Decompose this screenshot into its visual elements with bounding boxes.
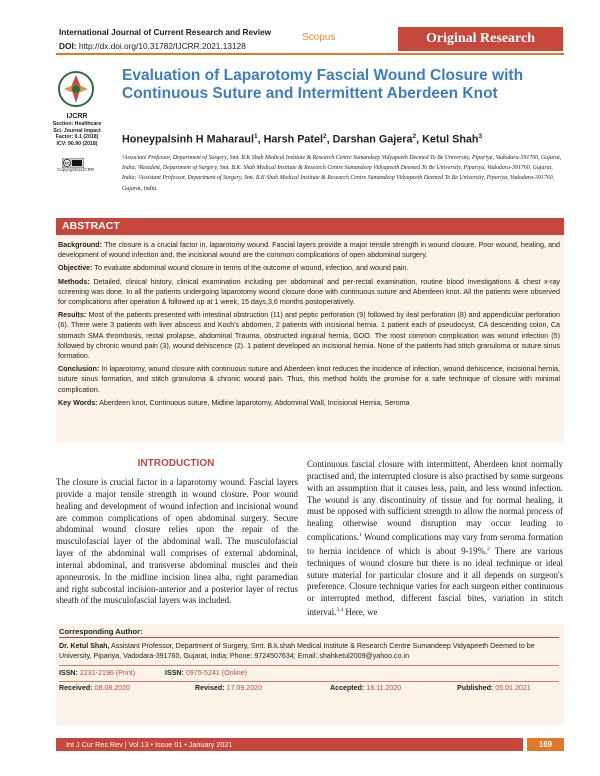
received-date: [59, 684, 130, 692]
abstract-conclusion: [58, 364, 560, 395]
citation-ref: 2: [487, 545, 490, 552]
abstract-background: [58, 240, 560, 260]
corresponding-author-details: [59, 641, 561, 661]
citation-ref: 1: [359, 532, 362, 539]
date-label: Revised:: [195, 684, 225, 692]
cc-license-icon: [62, 155, 84, 165]
footer-citation: Int J Cur Res Rev | Vol 13 • Issue 01 • January 2021: [56, 738, 523, 751]
date-label: Published:: [457, 684, 494, 692]
abstract-text: Most of the patients presented with intestinal obstruction (11) and peptic perforation (9) followed by ileal perforation (8) and appendicular perforation (6). There were 3 patients with liver abscess and Koch's abdomen, 2 patients with incisional hernia. 1 patient each of pseudocyst, CA descending colon, Ca stomach SMA thrombosis, rectal prolapse, abdominal Trauma, obstructed inguinal hernia, GOO. The most common complication was wound infection (5) followed by chronic wound pain (3), wound dehiscence (2). 1 patient developed an incisional hernia. None of the patients had stitch granuloma or suture sinus formation.: [58, 311, 561, 361]
page-number: 169: [527, 738, 564, 751]
journal-logo: [56, 69, 96, 109]
author-affil-ref: 2: [323, 133, 327, 140]
abstract-text: To evaluate abdominal wound closure in terms of the outcome of wound, infection, and wound pain.: [94, 264, 409, 273]
author-name: Harsh Patel: [263, 133, 324, 146]
intro-paragraph: Continuous fascial closure with intermittent, Aberdeen knot normally practised and, the interrupted closure is also practised by some surgeons with an assumption that it causes less, pain, and less wound infection. The wound is any discontinuity of tissue and for normal healing, it must be opposed with sufficient strength to allow the normal process of healing otherwise wound disruption may occur leading to complications.: [307, 459, 563, 543]
citation-ref: 3,4: [336, 607, 344, 614]
author-affil-ref: 3: [478, 133, 483, 140]
scopus-label: Scopus: [302, 32, 336, 43]
corresponding-author-info: Assistant Professor, Department of Surgery, Smt. B.k.shah Medical Institute & Research Centre Sumandeep Vidyapeeth Deemed to be University, Pipariya, Vadodara-391760, Gujarat, India; Phone: 9724507634; Email: shahketul2009@yahoo.co.in: [59, 642, 535, 660]
doi-line: [59, 41, 246, 51]
issn-label: ISSN:: [165, 669, 184, 677]
issn-value: 0975-5241 (Online): [185, 669, 248, 677]
doi-label: DOI:: [59, 41, 77, 51]
correspondence-divider: [59, 637, 559, 638]
issn-value: 2231-2196 (Print): [79, 669, 136, 677]
abstract-methods: [58, 277, 560, 308]
issn-label: ISSN:: [59, 669, 78, 677]
abstract-label: Objective:: [58, 264, 93, 273]
article-type-badge: Original Research: [398, 27, 563, 51]
introduction-heading: INTRODUCTION: [137, 458, 215, 469]
intro-paragraph: Here, we: [343, 607, 378, 618]
copyright-text: Copyright@IJCRR: [57, 167, 95, 172]
doi-link[interactable]: http://dx.doi.org/10.31782/IJCRR.2021.13128: [78, 41, 246, 51]
abstract-results: [58, 310, 560, 361]
keywords-label: Key Words:: [58, 398, 98, 407]
corresponding-author-heading: Corresponding Author:: [59, 627, 143, 636]
journal-name: International Journal of Current Research and Review: [59, 27, 272, 37]
author-name: Ketul Shah: [422, 133, 479, 146]
author-name: Honeypalsinh H Maharaul: [122, 133, 254, 146]
author-affil-ref: 2: [412, 133, 417, 140]
abstract-objective: [58, 263, 560, 273]
intro-paragraph: There are various techniques of wound closure but there is no ideal technique or ideal suture material for particular closure and it all depends on surgeon's preference. Closure technique varies for each surgeon either continuous or interrupted method, different fascial bites, variation in stitch interval.: [307, 545, 563, 618]
logo-label: IJCRR: [66, 113, 88, 120]
keywords: [58, 398, 560, 408]
author-affiliations: ¹Associate Professor, Department of Surgery, Smt. B.K Shah Medical Institute & Research Centre Sumandeep Vidyapeeth Deemed To Be University, Pipariya, Vadodara-391760, Gujarat, India; ²Resident, Department of Surgery, Smt. B.K. Shah Medical Institute & Research Centre Sumandeep Vidyapeeth Deemed To Be University, Pipariya, Vadodara-391760, Gujarat, India; ³Assistant Professor, Department of Surgery, Smt. B.K Shah Medical Institute & Research Centre Sumandeep Vidyapeeth Deemed To Be University, Pipariya, Vadodara-391760, Gujarat, India.: [122, 155, 562, 192]
date-label: Accepted:: [330, 684, 365, 692]
journal-metrics: [52, 112, 102, 147]
abstract-panel: [56, 235, 564, 443]
author-name: Darshan Gajera: [332, 133, 413, 146]
keywords-text: Aberdeen knot, Continuous suture, Midline laparotomy, Abdominal Wall, Incisional Hernia, Seroma: [99, 398, 410, 407]
issn-print: [59, 669, 135, 677]
intro-right-column: [307, 459, 563, 619]
header-divider: [56, 53, 564, 55]
correspondence-divider: [59, 665, 559, 666]
date-value: 18.11.2020: [366, 684, 402, 692]
author-list: Honeypalsinh H Maharaul$^1$, Harsh Patel$^2$, Darshan Gajera$^2$, Ketul Shah$^3$: [122, 133, 483, 146]
published-date: [457, 684, 531, 692]
date-value: 05.01.2021: [495, 684, 531, 692]
abstract-label: Results:: [58, 311, 87, 320]
date-value: 08.08.2020: [94, 684, 131, 692]
impact-factor: Sci. Journal Impact Factor: 6.1 (2018): [53, 127, 101, 140]
abstract-label: Methods:: [58, 277, 90, 286]
intro-left-column: The closure is crucial factor in a laparotomy wound. Fascial layers provide a major tensile strength in wound closure. Poor wound healing and development of wound infection and incisional wound are common complications of open abdominal surgery. Secure abdominal wound closure relies upon the repair of the musculofascial layer of the abdominal wall. The musculofascial layer of the abdominal wall comprises of external abdominal, internal abdominal, and transverse abdominal muscles and their aponeurosis. In the midline incision linea alba, right paramedian and right subcostal incision-anterior and a posterior layer of rectus sheath of the musculofascial layers was included.: [56, 477, 298, 606]
date-value: 17.09.2020: [226, 684, 263, 692]
intro-paragraph: Wound complications may vary from seroma formation to hernia incidence of which is about 9-19%.: [307, 532, 563, 556]
abstract-label: Background:: [58, 241, 103, 249]
abstract-text: In laparotomy, wound closure with continuous suture and Aberdeen knot reduces the incidence of infection, wound dehiscence, incisional hernia, suture sinus formation, and stitch granuloma & chronic wound pain. Thus, this method holds the promise for a safe technique of closure with minimal complication.: [58, 365, 561, 394]
cc-glyph: cc: [64, 160, 70, 166]
abstract-text: The closure is a crucial factor in, laparotomy wound. Fascial layers provide a major tensile strength in wound closure. Poor wound, healing, and development of wound infection and, the incisional wound are the common complications of open abdominal surgery.: [58, 241, 560, 260]
section-label: Section: Healthcare: [52, 121, 102, 127]
correspondence-divider: [59, 681, 559, 682]
revised-date: [195, 684, 262, 692]
corresponding-author-name: Dr. Ketul Shah,: [59, 642, 110, 650]
journal-logo-icon: [56, 69, 96, 109]
abstract-label: Conclusion:: [58, 365, 100, 374]
author-affil-ref: 1: [254, 133, 258, 140]
abstract-text: Detailed, clinical history, clinical examination including per abdominal and per-rectal examination, routine blood investigations & chest x-ray screening was done. In all the patients undergoing laparotomy wound closure done with continuous suture and Aberdeen knot. All the patients were observed for complications after operation & followed up at 1 week, 15 days,3,6 months postoperatively.: [58, 277, 560, 307]
icv-value: ICV: 90.90 (2018): [56, 140, 98, 147]
abstract-heading: ABSTRACT: [56, 218, 564, 235]
date-label: Received:: [59, 684, 93, 692]
issn-online: [165, 669, 247, 677]
accepted-date: [330, 684, 401, 692]
article-title: Evaluation of Laparotomy Fascial Wound Closure with Continuous Suture and Intermittent Aberdeen Knot: [122, 67, 524, 102]
